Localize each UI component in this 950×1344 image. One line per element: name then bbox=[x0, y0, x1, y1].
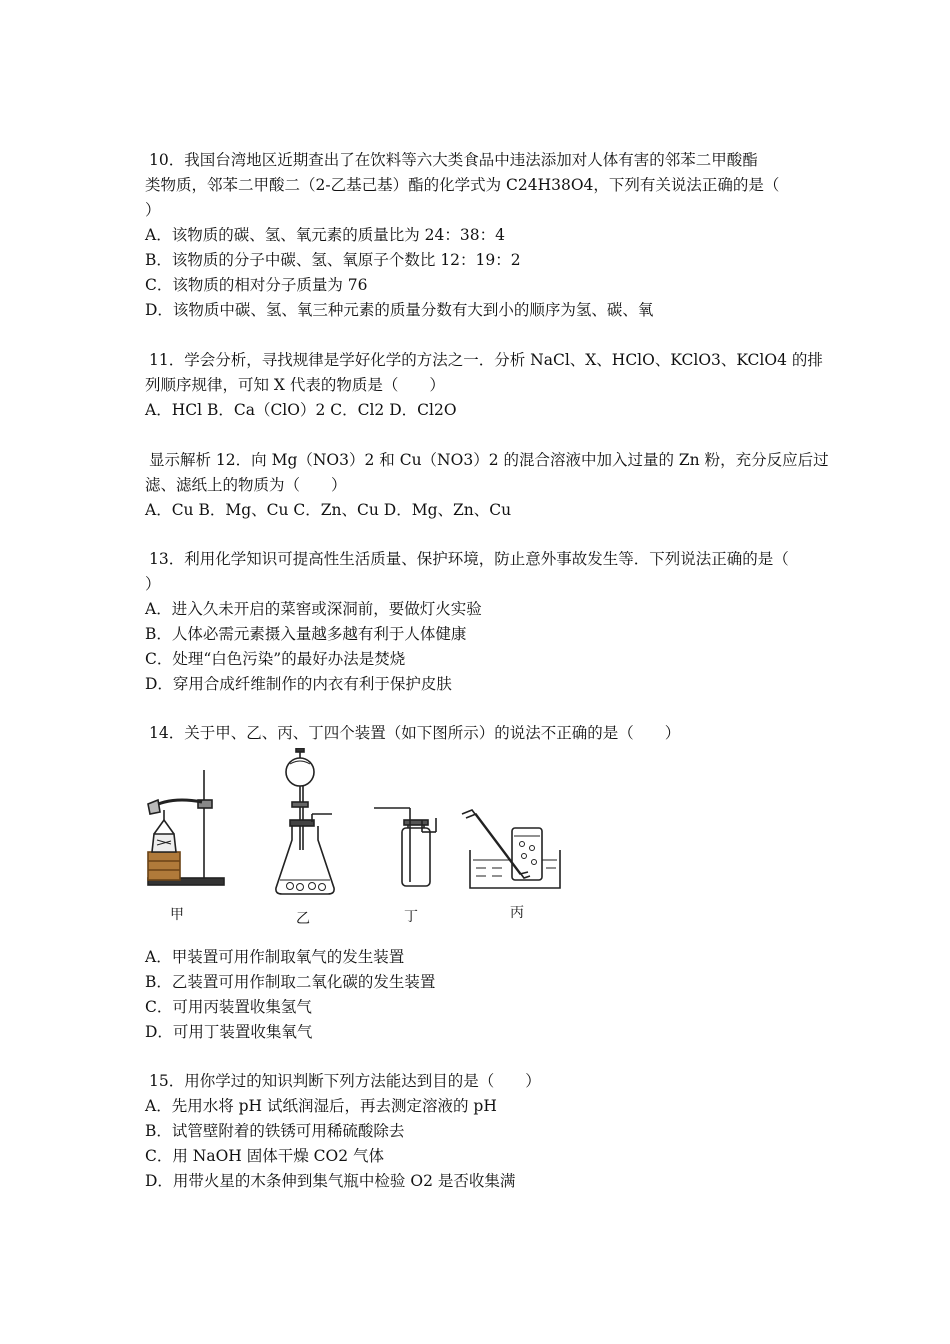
option-a: A．进入久未开启的菜窖或深洞前，要做灯火实验 bbox=[145, 600, 482, 618]
option-d: D．用带火星的木条伸到集气瓶中检验 O2 是否收集满 bbox=[145, 1172, 516, 1190]
question-stem-line: 15．用你学过的知识判断下列方法能达到目的是（ ） bbox=[149, 1072, 541, 1090]
label-yi: 乙 bbox=[296, 911, 310, 927]
question-14 bbox=[145, 721, 810, 746]
question-stem-line: 13．利用化学知识可提高性生活质量、保护环境，防止意外事故发生等．下列说法正确的是（ bbox=[149, 550, 789, 568]
option-d: D．穿用合成纤维制作的内衣有利于保护皮肤 bbox=[145, 675, 452, 693]
options-line: A．Cu B．Mg、Cu C．Zn、Cu D．Mg、Zn、Cu bbox=[145, 501, 512, 519]
option-d: D．该物质中碳、氢、氧三种元素的质量分数有大到小的顺序为氢、碳、氧 bbox=[145, 301, 654, 319]
question-stem-line: 类物质，邻苯二甲酸二（2-乙基己基）酯的化学式为 C24H38O4，下列有关说法正确的是（ bbox=[145, 176, 780, 194]
question-stem-line: 列顺序规律，可知 X 代表的物质是（ ） bbox=[145, 376, 445, 394]
label-jia: 甲 bbox=[170, 907, 184, 923]
option-a: A．甲装置可用作制取氧气的发生装置 bbox=[145, 948, 405, 966]
option-b: B．人体必需元素摄入量越多越有利于人体健康 bbox=[145, 625, 467, 643]
options-line: A．HCl B．Ca（ClO）2 C．Cl2 D．Cl2O bbox=[145, 401, 457, 419]
apparatus-drawing bbox=[140, 748, 580, 928]
apparatus-jia bbox=[148, 770, 224, 885]
option-d: D．可用丁装置收集氧气 bbox=[145, 1023, 313, 1041]
question-stem-line: 滤、滤纸上的物质为（ ） bbox=[145, 476, 347, 494]
question-15 bbox=[145, 1069, 810, 1194]
option-b: B．该物质的分子中碳、氢、氧原子个数比 12：19：2 bbox=[145, 251, 521, 269]
option-b: B．试管壁附着的铁锈可用稀硫酸除去 bbox=[145, 1122, 405, 1140]
option-c: C．该物质的相对分子质量为 76 bbox=[145, 276, 368, 294]
apparatus-ding bbox=[374, 808, 436, 886]
option-a: A．该物质的碳、氢、氧元素的质量比为 24：38：4 bbox=[145, 226, 505, 244]
question-12 bbox=[145, 448, 829, 523]
question-stem-line: 显示解析 12．向 Mg（NO3）2 和 Cu（NO3）2 的混合溶液中加入过量的 Zn 粉，充分反应后过 bbox=[149, 451, 829, 469]
question-stem-line: ） bbox=[145, 575, 161, 593]
label-bing: 丙 bbox=[510, 905, 524, 921]
question-stem-line: 14．关于甲、乙、丙、丁四个装置（如下图所示）的说法不正确的是（ ） bbox=[149, 724, 681, 742]
option-c: C．可用丙装置收集氢气 bbox=[145, 998, 312, 1016]
option-b: B．乙装置可用作制取二氧化碳的发生装置 bbox=[145, 973, 436, 991]
option-c: C．处理“白色污染”的最好办法是焚烧 bbox=[145, 650, 406, 668]
question-14-options bbox=[145, 945, 810, 1045]
apparatus-yi bbox=[276, 748, 334, 894]
question-stem-line: 10．我国台湾地区近期查出了在饮料等六大类食品中违法添加对人体有害的邻苯二甲酸酯 bbox=[149, 151, 758, 169]
option-c: C．用 NaOH 固体干燥 CO2 气体 bbox=[145, 1147, 385, 1165]
question-13 bbox=[145, 547, 810, 697]
question-11 bbox=[145, 348, 823, 423]
question-stem-line: 11．学会分析，寻找规律是学好化学的方法之一．分析 NaCl、X、HClO、KClO3、KClO4 的排 bbox=[149, 351, 823, 369]
question-10 bbox=[145, 148, 810, 323]
apparatus-bing bbox=[462, 810, 560, 888]
question-stem-line: ） bbox=[145, 201, 161, 219]
label-ding: 丁 bbox=[404, 909, 418, 925]
apparatus-figure bbox=[140, 748, 580, 928]
option-a: A．先用水将 pH 试纸润湿后，再去测定溶液的 pH bbox=[145, 1097, 497, 1115]
